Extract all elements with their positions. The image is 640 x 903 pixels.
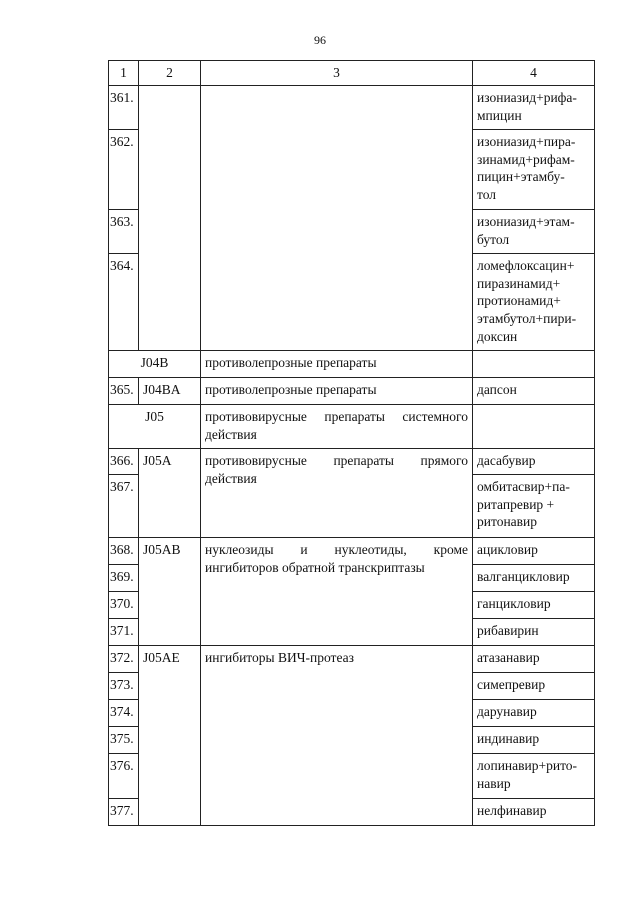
- drug-name: индинавир: [473, 726, 595, 753]
- atc-code: J05A: [139, 448, 201, 537]
- row-number: 368.: [109, 537, 139, 564]
- table-row: [109, 404, 595, 448]
- drug-name: ацикловир: [473, 537, 595, 564]
- group-description: противовирусные препараты прямого действия: [201, 448, 473, 537]
- table-row: [109, 645, 595, 672]
- atc-code-cell: [139, 85, 201, 350]
- drug-name: [473, 350, 595, 377]
- group-description: нуклеозиды и нуклеотиды, кроме ингибиторов обратной транскриптазы: [201, 537, 473, 645]
- group-description: противолепрозные препараты: [201, 350, 473, 377]
- row-number: 361.: [109, 85, 139, 129]
- group-description: противолепрозные препараты: [201, 377, 473, 404]
- table-row: [109, 350, 595, 377]
- row-number: 370.: [109, 591, 139, 618]
- row-number: 362.: [109, 129, 139, 209]
- group-description: ингибиторы ВИЧ-протеаз: [201, 645, 473, 825]
- drug-name: дарунавир: [473, 699, 595, 726]
- drug-name: [473, 404, 595, 448]
- column-header: 3: [201, 61, 473, 86]
- table-row: [109, 377, 595, 404]
- drug-name: изониазид+пира- зинамид+рифам- пицин+этамбу- тол: [473, 129, 595, 209]
- drug-name: изониазид+рифа- мпицин: [473, 85, 595, 129]
- atc-code: J04B: [109, 350, 201, 377]
- row-number: 367.: [109, 474, 139, 537]
- drug-name: атазанавир: [473, 645, 595, 672]
- drug-name: симепревир: [473, 672, 595, 699]
- page-number: 96: [314, 33, 326, 47]
- row-number: 363.: [109, 209, 139, 253]
- row-number: 372.: [109, 645, 139, 672]
- row-number: 376.: [109, 753, 139, 798]
- drug-name: дасабувир: [473, 448, 595, 474]
- column-header: 2: [139, 61, 201, 86]
- drug-name: лопинавир+рито- навир: [473, 753, 595, 798]
- atc-code: J05AE: [139, 645, 201, 825]
- atc-code: J05AB: [139, 537, 201, 645]
- atc-code: J05: [109, 404, 201, 448]
- drug-name: дапсон: [473, 377, 595, 404]
- column-header: 1: [109, 61, 139, 86]
- group-description-cell: [201, 85, 473, 350]
- table-row: [109, 537, 595, 564]
- drug-classification-table: [108, 60, 595, 826]
- drug-name: рибавирин: [473, 618, 595, 645]
- drug-name: валганцикловир: [473, 564, 595, 591]
- row-number: 375.: [109, 726, 139, 753]
- table-header-row: [109, 61, 595, 86]
- drug-name: изониазид+этам- бутол: [473, 209, 595, 253]
- row-number: 365.: [109, 377, 139, 404]
- row-number: 366.: [109, 448, 139, 474]
- table-row: [109, 85, 595, 129]
- column-header: 4: [473, 61, 595, 86]
- row-number: 371.: [109, 618, 139, 645]
- row-number: 364.: [109, 253, 139, 350]
- drug-name: ломефлоксацин+ пиразинамид+ протионамид+ этамбутол+пири- доксин: [473, 253, 595, 350]
- group-description: противовирусные препараты системного действия: [201, 404, 473, 448]
- table-row: [109, 448, 595, 474]
- row-number: 374.: [109, 699, 139, 726]
- atc-code: J04BA: [139, 377, 201, 404]
- drug-name: ганцикловир: [473, 591, 595, 618]
- drug-name: омбитасвир+па- ритапревир + ритонавир: [473, 474, 595, 537]
- row-number: 369.: [109, 564, 139, 591]
- row-number: 377.: [109, 798, 139, 825]
- drug-name: нелфинавир: [473, 798, 595, 825]
- row-number: 373.: [109, 672, 139, 699]
